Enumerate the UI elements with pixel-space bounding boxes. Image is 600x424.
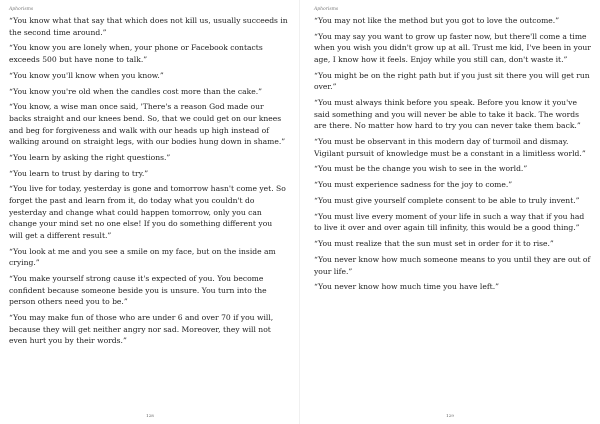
quote-item: “You learn to trust by daring to try.” [9,168,149,178]
quote-item: “You never know how much someone means to you until they are out of your life.” [314,254,591,276]
quote-item: “You must experience sadness for the joy to come.” [314,180,513,190]
quote-item: “You must be observant in this modern day of turmoil and dismay. Vigilant pursuit of knowledge must be a constant in a limitless world.” [314,137,586,158]
right-page [300,0,600,424]
quote-item: “You know what that say that which does not kill us, usually succeeds in the second time around.” [9,16,288,37]
quote-item: “You must give yourself complete consent to be able to truly invent.” [314,196,580,206]
quote-list [314,15,592,293]
quote-item: “You know, a wise man once said, 'There's a reason God made our backs straight and our knees bend. So, that we could get on our knees and beg for forgiveness and walk with our heads up high instead of walking around on straight legs, with our bodies hung down in shame.” [9,102,286,147]
quote-item: “You may say you want to grow up faster now, but there'll come a time when you wish you didn't grow up at all. Trust me kid, I've been in your age, I know how it feels. Enjoy while you still can, don't waste it.” [314,31,591,64]
quote-item: “You must live every moment of your life in such a way that if you had to live it over and over again till infinity, this would be a good thing.” [314,211,585,233]
quote-item: “You know you'll know when you know.” [9,70,164,80]
quote-item: “You never know how much time you have left.” [314,282,499,292]
running-head: Aphorisms [9,7,34,12]
quote-item: “You may not like the method but you got to love the outcome.” [314,16,560,25]
page-number: 128 [146,413,154,418]
quote-item: “You may make fun of those who are under 6 and over 70 if you will, because they will get neither angry nor sad. Moreover, they will not even hurt you by their words.” [9,312,274,346]
quote-item: “You know you're old when the candles cost more than the cake.” [9,86,263,96]
quote-item: “You make yourself strong cause it's expected of you. You become confident because someone beside you is unsure. You turn into the person others need you to be.” [9,273,267,307]
running-head: Aphorisms [314,7,339,12]
quote-item: “You must realize that the sun must set in order for it to rise.” [314,239,554,249]
quote-item: “You learn by asking the right questions.” [9,152,171,162]
quote-item: “You live for today, yesterday is gone and tomorrow hasn't come yet. So forget the past and learn from it, do today what you couldn't do yesterday and change what could happen tomorrow, only you can change your mind set no one else! If you do something different you will get a different result.” [9,184,286,240]
page-number: 129 [446,413,454,418]
quote-item: “You know you are lonely when, your phone or Facebook contacts exceeds 500 but have none to talk.” [9,43,263,64]
quote-item: “You look at me and you see a smile on my face, but on the inside am crying.” [9,246,276,268]
quote-list [9,15,288,347]
quote-item: “You might be on the right path but if you just sit there you will get run over.” [314,70,590,92]
quote-item: “You must be the change you wish to see in the world.” [314,164,528,174]
quote-item: “You must always think before you speak. Before you know it you've said something and you will never be able to take it back. The words are there. No matter how hard to try you can never take them back.” [314,98,581,131]
